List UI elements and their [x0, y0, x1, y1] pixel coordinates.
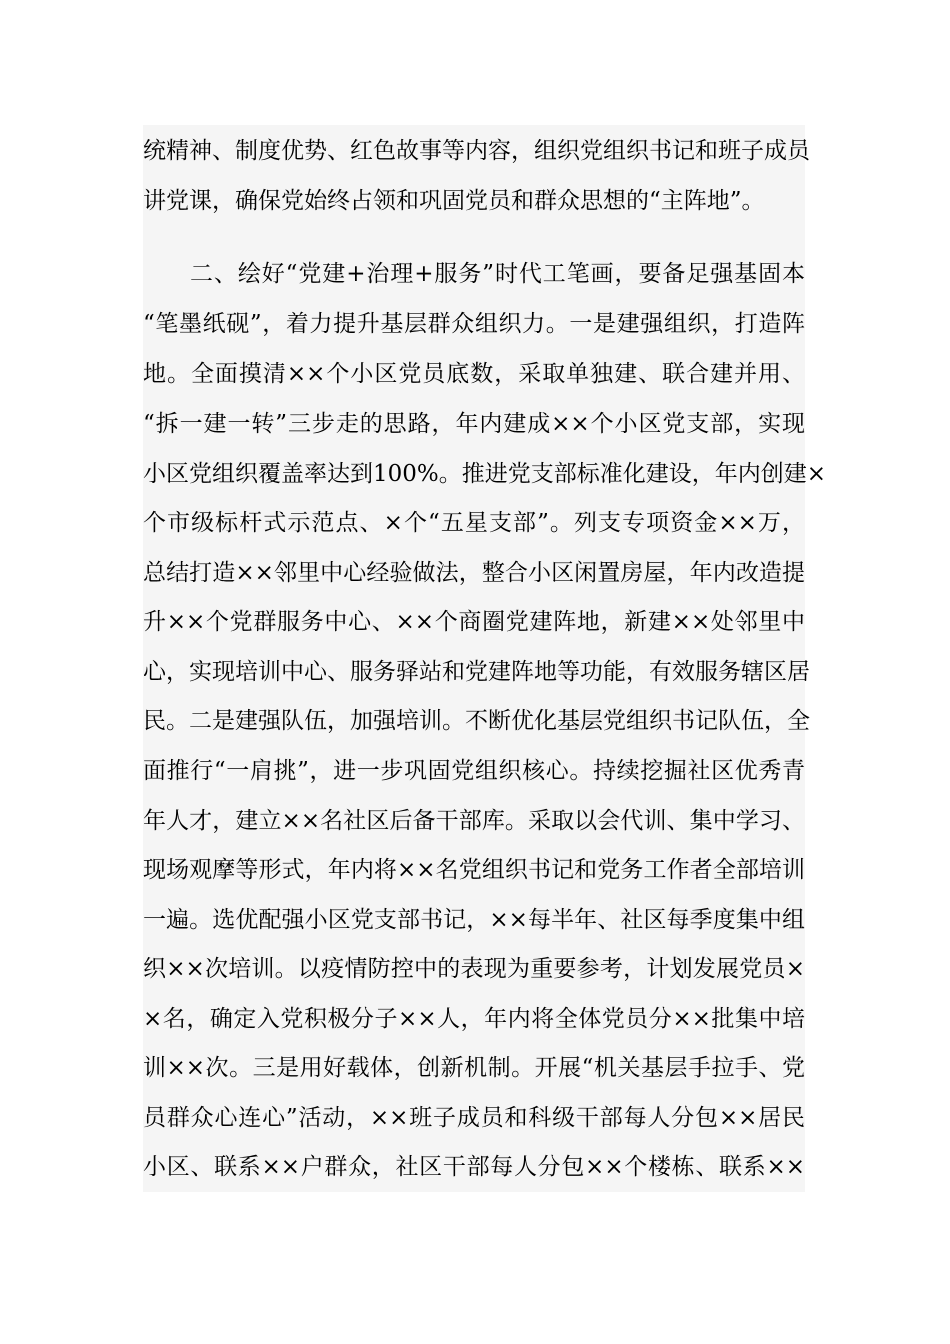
paragraph-2-line-7: 总结打造××邻里中心经验做法，整合小区闲置房屋，年内改造提	[143, 560, 805, 586]
paragraph-2-line-4: “拆一建一转”三步走的思路，年内建成××个小区党支部，实现	[143, 411, 805, 437]
paragraph-2-line-1: 二、绘好“党建+治理+服务”时代工笔画，要备足强基固本	[190, 261, 805, 287]
paragraph-2-line-17: 训××次。三是用好载体，创新机制。开展“机关基层手拉手、党	[143, 1055, 805, 1081]
paragraph-1-line-2: 讲党课，确保党始终占领和巩固党员和群众思想的“主阵地”。	[143, 188, 765, 214]
paragraph-2-line-10: 民。二是建强队伍，加强培训。不断优化基层党组织书记队伍，全	[143, 708, 810, 734]
paragraph-2-line-14: 一遍。选优配强小区党支部书记，××每半年、社区每季度集中组	[143, 907, 805, 933]
paragraph-2-line-12: 年人才，建立××名社区后备干部库。采取以会代训、集中学习、	[143, 808, 805, 834]
paragraph-2-line-19: 小区、联系××户群众，社区干部每人分包××个楼栋、联系××	[143, 1154, 805, 1180]
paragraph-2-line-8: 升××个党群服务中心、××个商圈党建阵地，新建××处邻里中	[143, 609, 805, 635]
paragraph-2-line-11: 面推行“一肩挑”，进一步巩固党组织核心。持续挖掘社区优秀青	[143, 758, 805, 784]
paragraph-1-line-1: 统精神、制度优势、红色故事等内容，组织党组织书记和班子成员	[143, 138, 810, 164]
paragraph-2-line-13: 现场观摩等形式，年内将××名党组织书记和党务工作者全部培训	[143, 857, 805, 883]
paragraph-2-line-3: 地。全面摸清××个小区党员底数，采取单独建、联合建并用、	[143, 361, 805, 387]
paragraph-2-line-15: 织××次培训。以疫情防控中的表现为重要参考，计划发展党员×	[143, 956, 805, 982]
paragraph-2-line-9: 心，实现培训中心、服务驿站和党建阵地等功能，有效服务辖区居	[143, 659, 810, 685]
paragraph-2-line-5: 小区党组织覆盖率达到100%。推进党支部标准化建设，年内创建×	[143, 461, 827, 487]
paragraph-2-line-2: “笔墨纸砚”，着力提升基层群众组织力。一是建强组织，打造阵	[143, 311, 805, 337]
paragraph-2-line-6: 个市级标杆式示范点、×个“五星支部”。列支专项资金××万，	[143, 510, 805, 536]
paragraph-2-line-16: ×名，确定入党积极分子××人，年内将全体党员分××批集中培	[143, 1006, 805, 1032]
paragraph-2-line-18: 员群众心连心”活动，××班子成员和科级干部每人分包××居民	[143, 1105, 805, 1131]
